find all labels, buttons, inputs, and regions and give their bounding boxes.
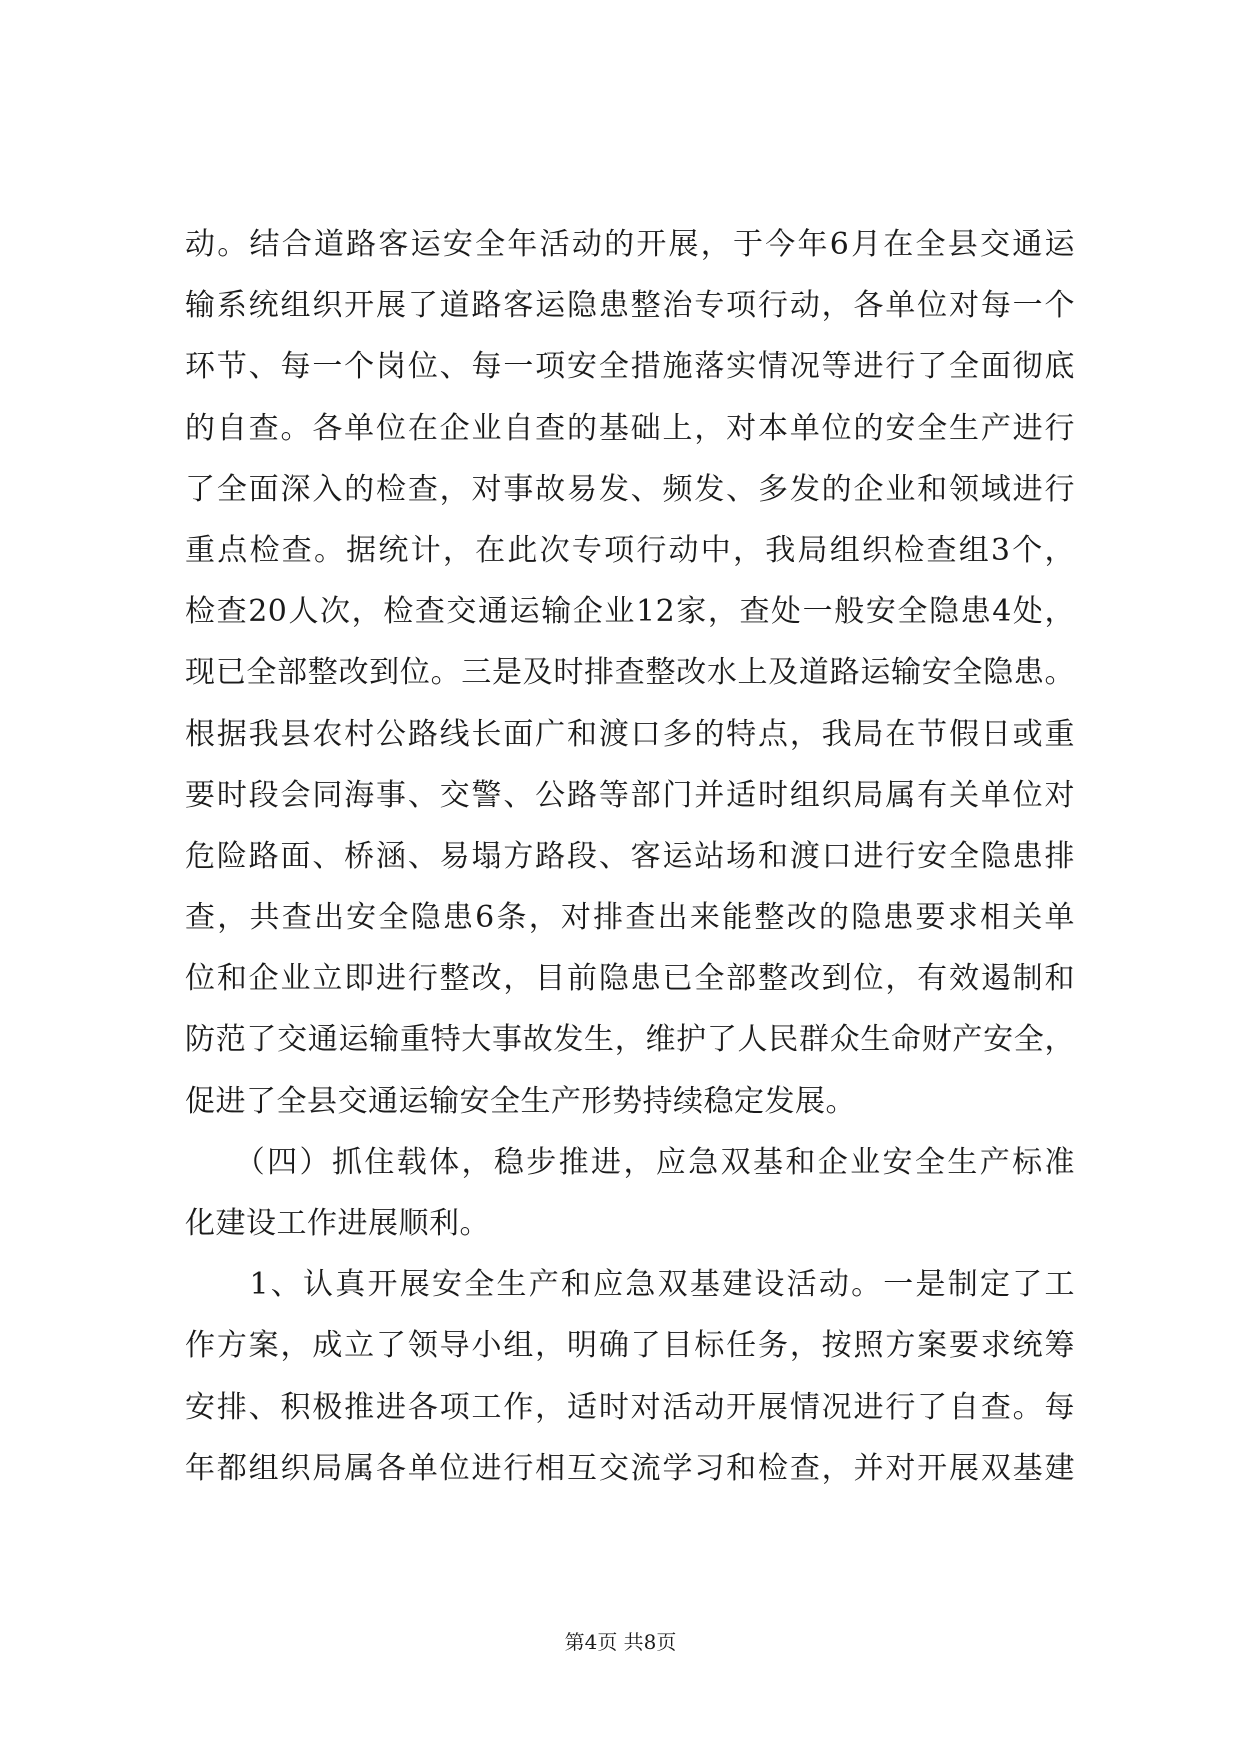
text-line: 年都组织局属各单位进行相互交流学习和检查，并对开展双基建 bbox=[185, 1450, 1075, 1486]
text-line: 动。结合道路客运安全年活动的开展，于今年6月在全县交通运 bbox=[185, 227, 1075, 262]
text-line: 检查20人次，检查交通运输企业12家，查处一般安全隐患4处， bbox=[185, 594, 1075, 630]
text-line: 位和企业立即进行整改，目前隐患已全部整改到位，有效遏制和 bbox=[185, 961, 1075, 997]
text-line: 查，共查出安全隐患6条，对排查出来能整改的隐患要求相关单 bbox=[185, 900, 1075, 936]
section-heading-line: （四）抓住载体，稳步推进，应急双基和企业安全生产标准 bbox=[185, 1144, 1075, 1180]
text-line: 现已全部整改到位。三是及时排查整改水上及道路运输安全隐患。 bbox=[185, 655, 1075, 691]
text-line: 了全面深入的检查，对事故易发、频发、多发的企业和领域进行 bbox=[185, 471, 1075, 507]
paragraph-end-line: 促进了全县交通运输安全生产形势持续稳定发展。 bbox=[185, 1083, 856, 1119]
text-line: 作方案，成立了领导小组，明确了目标任务，按照方案要求统筹 bbox=[185, 1328, 1075, 1364]
page-footer bbox=[0, 1626, 1241, 1655]
text-line: 1、认真开展安全生产和应急双基建设活动。一是制定了工 bbox=[185, 1267, 1075, 1303]
document-body bbox=[185, 227, 1075, 1515]
text-line: 的自查。各单位在企业自查的基础上，对本单位的安全生产进行 bbox=[185, 410, 1075, 446]
text-line: 环节、每一个岗位、每一项安全措施落实情况等进行了全面彻底 bbox=[185, 349, 1075, 385]
section-heading-end-line: 化建设工作进展顺利。 bbox=[185, 1206, 490, 1241]
text-line: 要时段会同海事、交警、公路等部门并适时组织局属有关单位对 bbox=[185, 777, 1075, 813]
page-number: 第4页 共8页 bbox=[564, 1630, 677, 1654]
text-line: 根据我县农村公路线长面广和渡口多的特点，我局在节假日或重 bbox=[185, 716, 1075, 752]
text-line: 危险路面、桥涵、易塌方路段、客运站场和渡口进行安全隐患排 bbox=[185, 838, 1075, 874]
text-line: 输系统组织开展了道路客运隐患整治专项行动，各单位对每一个 bbox=[185, 288, 1075, 324]
text-line: 重点检查。据统计，在此次专项行动中，我局组织检查组3个， bbox=[185, 532, 1075, 568]
text-line: 安排、积极推进各项工作，适时对活动开展情况进行了自查。每 bbox=[185, 1389, 1075, 1425]
text-line: 防范了交通运输重特大事故发生，维护了人民群众生命财产安全， bbox=[185, 1022, 1075, 1058]
